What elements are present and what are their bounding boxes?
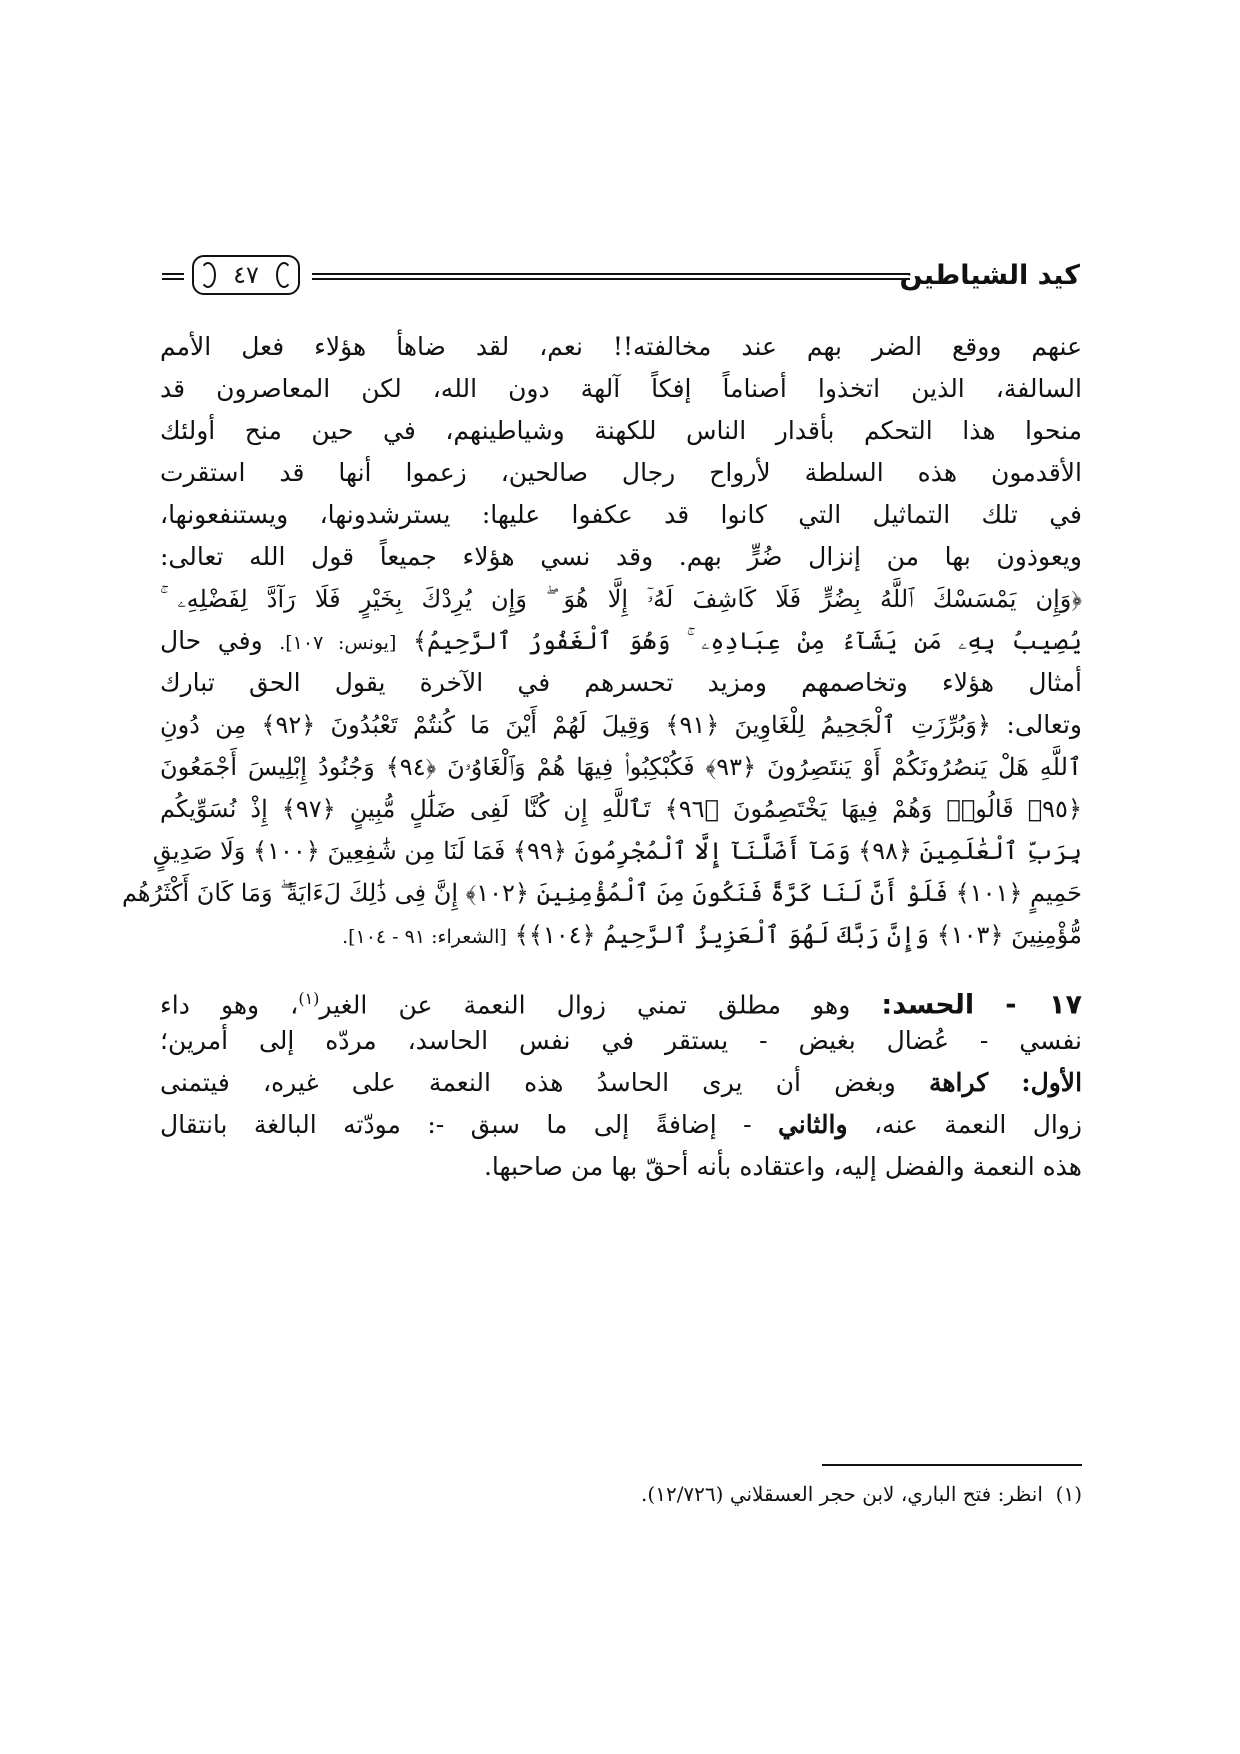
page-number: ٤٧ xyxy=(233,261,259,289)
text-line xyxy=(160,704,1082,746)
footnote-text: انظر: فتح الباري، لابن حجر العسقلاني (١٢/٧٢٦). xyxy=(641,1482,1043,1506)
text-line xyxy=(160,914,1082,956)
text-segment: وفي حال xyxy=(160,626,263,655)
text-line xyxy=(160,1104,1082,1146)
bold-term: كراهة xyxy=(928,1068,989,1097)
header-rule xyxy=(312,273,910,280)
text-line xyxy=(160,620,1082,662)
text-line: في تلك التماثيل التي كانوا قد عكفوا عليها: يسترشدونها، ويستنفعونها، xyxy=(160,500,1082,529)
section-number: ١٧ - xyxy=(1005,989,1083,1021)
quran-verse-line: حَمِيمٍ ﴿١٠١﴾ فَلَوْ أَنَّ لَنَا كَرَّةً فَنَكُونَ مِنَ ٱلْمُؤْمِنِينَ ﴿١٠٢﴾ إِنَّ فِى ذَٰلِكَ لَءَايَةً ۖ وَمَا كَانَ أَكْثَرُهُم xyxy=(121,879,1082,907)
text-segment: - إضافةً إلى ما سبق -: مودّته البالغة بانتقال xyxy=(160,1110,752,1139)
section-heading: الحسد: xyxy=(881,989,975,1021)
header-rule-short xyxy=(162,273,184,280)
footnote-marker: (١) xyxy=(1055,1482,1082,1506)
page-number-ornament xyxy=(192,255,300,295)
quran-verse-line: ٱللَّهِ هَلْ يَنصُرُونَكُمْ أَوْ يَنتَصِرُونَ ﴿٩٣﴾ فَكُبْكِبُوا۟ فِيهَا هُمْ وَٱلْغَاوُۥنَ ﴿٩٤﴾ وَجُنُودُ إِبْلِيسَ أَجْمَعُونَ xyxy=(160,753,1082,781)
text-segment: وبغض أن يرى الحاسدُ هذه النعمة على غيره، فيتمنى xyxy=(160,1068,896,1097)
quran-verse: ﴿وَبُرِّزَتِ ٱلْجَحِيمُ لِلْغَاوِينَ ﴿٩١﴾ وَقِيلَ لَهُمْ أَيْنَ مَا كُنتُمْ تَعْبُدُونَ ﴿٩٢﴾ مِن دُونِ xyxy=(160,711,991,739)
text-line: السالفة، الذين اتخذوا أصناماً إفكاً آلهة دون الله، لكن المعاصرون قد xyxy=(160,374,1082,403)
quran-verse-line: ﴿وَإِن يَمْسَسْكَ ٱللَّهُ بِضُرٍّ فَلَا كَاشِفَ لَهُۥٓ إِلَّا هُوَ ۖ وَإِن يُرِدْكَ بِخَيْرٍ فَلَا رَآدَّ لِفَضْلِهِۦ ۚ xyxy=(160,585,1082,613)
running-header xyxy=(162,252,1080,300)
text-line: نفسي - عُضال بغيض - يستقر في نفس الحاسد، مردّه إلى أمرين؛ xyxy=(160,1026,1082,1055)
verse-reference: [يونس: ١٠٧]. xyxy=(279,632,397,654)
book-title: كيد الشياطين xyxy=(899,260,1080,291)
footnote-separator xyxy=(822,1464,1082,1466)
bold-term: والثاني xyxy=(777,1110,848,1139)
text-line: الأقدمون هذه السلطة لأرواح رجال صالحين، زعموا أنها قد استقرت xyxy=(160,458,1082,487)
text-line xyxy=(160,1062,1082,1104)
footnote-reference[interactable]: (١) xyxy=(298,989,320,1008)
text-line: منحوا هذا التحكم بأقدار الناس للكهنة وشياطينهم، في حين منح أولئك xyxy=(160,416,1082,445)
verse-reference: [الشعراء: ٩١ - ١٠٤]. xyxy=(342,926,507,948)
text-line: عنهم ووقع الضر بهم عند مخالفته!! نعم، لقد ضاهأ هؤلاء فعل الأمم xyxy=(160,332,1082,361)
text-segment: وهو مطلق تمني زوال النعمة عن الغير xyxy=(319,990,851,1020)
quran-verse: يُصِيبُ بِهِۦ مَن يَشَآءُ مِنْ عِبَادِهِۦ ۚ وَهُوَ ٱلْغَفُورُ ٱلرَّحِيمُ﴾ xyxy=(412,627,1082,655)
quran-verse-line: ﴿٩٥﴾ قَالُوا۟ وَهُمْ فِيهَا يَخْتَصِمُونَ ﴿٩٦﴾ تَٱللَّهِ إِن كُنَّا لَفِى ضَلَٰلٍ مُّبِينٍ ﴿٩٧﴾ إِذْ نُسَوِّيكُم xyxy=(160,795,1082,823)
quran-verse: مُّؤْمِنِينَ ﴿١٠٣﴾ وَإِنَّ رَبَّكَ لَهُوَ ٱلْعَزِيزُ ٱلرَّحِيمُ ﴿١٠٤﴾﴾ xyxy=(514,921,1082,949)
text-segment: وتعالى: xyxy=(1006,710,1083,739)
main-text xyxy=(121,326,1083,1188)
text-line: ويعوذون بها من إنزال ضُرٍّ بهم. وقد نسي هؤلاء جميعاً قول الله تعالى: xyxy=(160,542,1082,571)
text-segment: زوال النعمة عنه، xyxy=(873,1110,1082,1139)
bold-term: الأول: xyxy=(1021,1068,1083,1097)
text-line: هذه النعمة والفضل إليه، واعتقاده بأنه أحقّ بها من صاحبها. xyxy=(483,1152,1082,1181)
quran-verse-line: بِرَبِّ ٱلْعَٰلَمِينَ ﴿٩٨﴾ وَمَآ أَضَلَّنَآ إِلَّا ٱلْمُجْرِمُونَ ﴿٩٩﴾ فَمَا لَنَا مِن شَٰفِعِينَ ﴿١٠٠﴾ وَلَا صَدِيقٍ xyxy=(152,837,1082,865)
paragraph-gap xyxy=(160,956,1082,978)
footnote xyxy=(160,1478,1082,1510)
text-line: أمثال هؤلاء وتخاصمهم ومزيد تحسرهم في الآخرة يقول الحق تبارك xyxy=(160,668,1082,697)
section-first-line xyxy=(160,978,1082,1020)
text-segment: ، وهو داء xyxy=(160,990,299,1020)
